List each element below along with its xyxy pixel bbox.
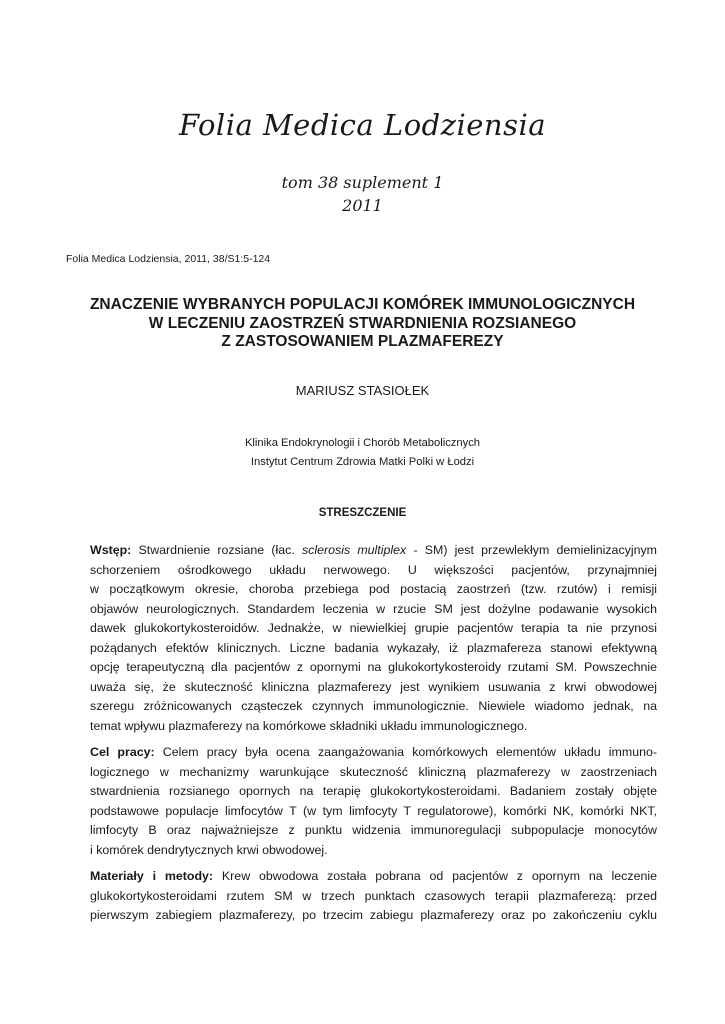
article-title-line: W LECZENIU ZAOSTRZEŃ STWARDNIENIA ROZSIANEGO bbox=[148, 314, 577, 332]
journal-title: Folia Medica Lodziensia bbox=[178, 108, 547, 142]
paragraph-line: limfocyty B oraz najważniejsze z punktu widzenia immunoregulacji subpopulacje monocytów bbox=[90, 823, 657, 837]
paragraph-line: temat wpływu plazmaferezy na komórkowe składniki układu immunologicznego. bbox=[90, 718, 528, 733]
paragraph-line: i komórek dendrytycznych krwi obwodowej. bbox=[90, 842, 328, 857]
paragraph-line: dawek glukokortykosteroidów. Jednakże, w niewielkiej grupie pacjentów terapia ta nie przynosi bbox=[90, 621, 657, 635]
aim-text: Celem pracy była ocena zaangażowania komórkowych elementów układu immuno- bbox=[154, 745, 657, 759]
article-title-line: Z ZASTOSOWANIEM PLAZMAFEREZY bbox=[221, 333, 504, 350]
paragraph-line: podstawowe populacje limfocytów T (w tym limfocyty T regulatorowe), komórki NK, komórki NKT, bbox=[90, 803, 657, 818]
methods-text: Krew obwodowa została pobrana od pacjentów z opornym na leczenie bbox=[213, 869, 657, 883]
intro-paragraph bbox=[90, 541, 657, 736]
paragraph-line: pierwszym zabiegiem plazmaferezy, po trzecim zabiegu plazmaferezy oraz po zakończeniu cyklu bbox=[90, 908, 657, 922]
paragraph-line: szeregu zróżnicowanych cząsteczek czynnych immunologicznie. Niewiele wiadomo jednak, na bbox=[90, 699, 657, 713]
abstract-heading: STRESZCZENIE bbox=[318, 507, 407, 519]
affiliation-line: Instytut Centrum Zdrowia Matki Polki w Łodzi bbox=[250, 456, 475, 468]
methods-paragraph bbox=[90, 867, 657, 926]
paragraph-line bbox=[90, 541, 657, 561]
paragraph-line: glukokortykosteroidami rzutem SM w trzech punktach czasowych terapii plazmaferezą: przed bbox=[90, 888, 657, 903]
intro-text: - SM) jest przewlekłym demielinizacyjnym bbox=[406, 543, 657, 557]
affiliation bbox=[0, 434, 725, 472]
paragraph-line bbox=[90, 743, 657, 763]
paragraph-line: pożądanych efektów klinicznych. Liczne badania wykazały, iż plazmafereza stanowi efektywną bbox=[90, 640, 657, 655]
volume-line: tom 38 suplement 1 bbox=[281, 173, 444, 192]
paragraph-line: opcję terapeutyczną dla pacjentów z opornymi na glukokortykosteroidy rzutami SM. Powszechnie bbox=[90, 660, 657, 674]
affiliation-line: Klinika Endokrynologii i Chorób Metabolicznych bbox=[244, 437, 481, 449]
article-title bbox=[40, 296, 685, 352]
aim-label: Cel pracy: bbox=[90, 745, 155, 759]
paragraph-line bbox=[90, 867, 657, 887]
citation-line: Folia Medica Lodziensia, 2011, 38/S1:5-124 bbox=[66, 253, 271, 265]
paragraph-line: stwardnienia rozsianego opornych na terapię glukokortykosteroidami. Badaniem zostały objęte bbox=[90, 784, 657, 798]
methods-label: Materiały i metody: bbox=[90, 869, 214, 883]
article-title-line: ZNACZENIE WYBRANYCH POPULACJI KOMÓREK IMMUNOLOGICZNYCH bbox=[89, 296, 636, 313]
intro-latin-term: sclerosis multiplex bbox=[301, 543, 407, 557]
intro-text: Stwardnienie rozsiane (łac. bbox=[131, 543, 302, 557]
year-line: 2011 bbox=[342, 196, 383, 215]
abstract-body bbox=[90, 541, 657, 933]
paragraph-line: objawów neurologicznych. Standardem leczenia w rzucie SM jest dożylne podawanie wysokich bbox=[90, 601, 657, 616]
paragraph-line: logicznego w mechanizmy warunkujące skuteczność kliniczną plazmaferezy w zaostrzeniach bbox=[90, 764, 657, 779]
paragraph-line: uważa się, że skuteczność kliniczna plazmaferezy jest wynikiem usuwania z krwi obwodowej bbox=[90, 679, 657, 694]
paragraph-line: schorzeniem ośrodkowego układu nerwowego. U większości pacjentów, przynajmniej bbox=[90, 562, 657, 577]
aim-paragraph bbox=[90, 743, 657, 860]
author-name: MARIUSZ STASIOŁEK bbox=[295, 383, 430, 398]
paragraph-line: w początkowym okresie, choroba przebiega pod postacią zaostrzeń (tzw. rzutów) i remisji bbox=[90, 582, 657, 596]
intro-label: Wstęp: bbox=[90, 543, 132, 557]
